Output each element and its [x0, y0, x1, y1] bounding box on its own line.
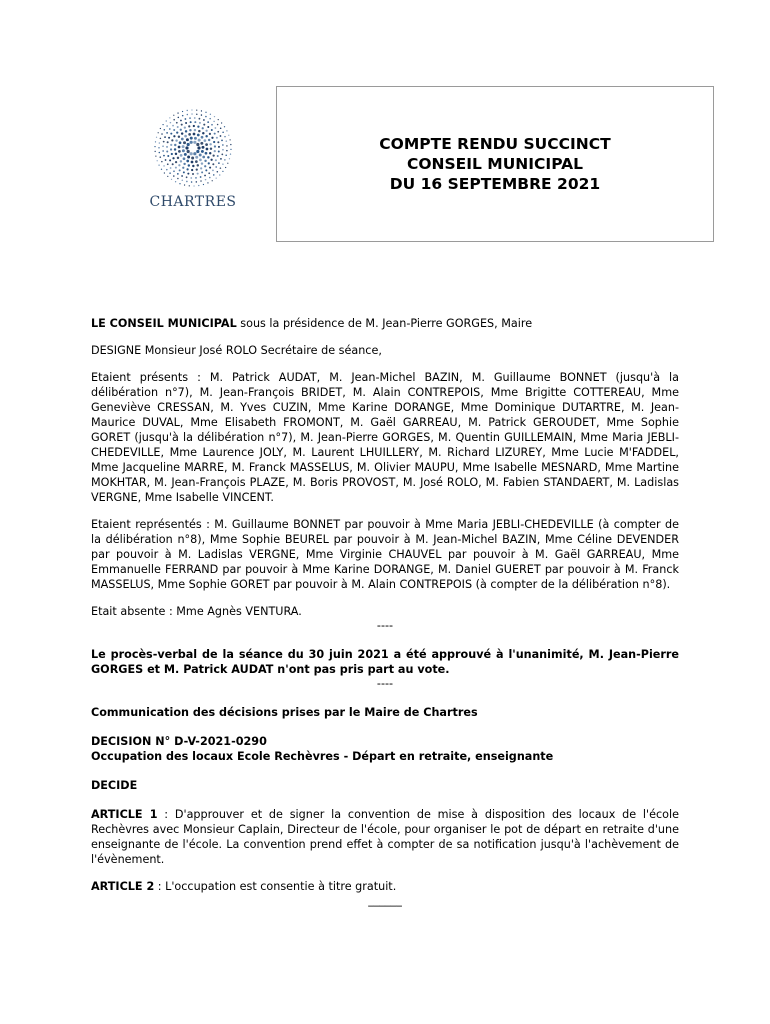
- designation-paragraph: DESIGNE Monsieur José ROLO Secrétaire de séance,: [91, 344, 382, 357]
- logo-text: CHARTRES: [149, 194, 237, 210]
- title-box: [276, 86, 714, 242]
- represented-members-paragraph: Etaient représentés : M. Guillaume BONNET par pouvoir à Mme Maria JEBLI-CHEDEVILLE (à compter de la délibération n°8), Mme Sophie BEUREL par pouvoir à M. Jean-Michel BAZIN, Mme Céline DEVENDER par pouvoir à M. Ladislas VERGNE, Mme Virginie CHAUVEL par pouvoir à M. Gaël GARREAU, Mme Emmanuelle FERRAND par pouvoir à Mme Karine DORANGE, M. Daniel GUERET par pouvoir à M. Franck MASSELUS, Mme Sophie GORET par pouvoir à M. Alain CONTREPOIS (à compter de la délibération n°8).: [91, 518, 679, 591]
- decision-title: [91, 749, 679, 764]
- document-body: [91, 316, 679, 908]
- communication-heading: [91, 705, 679, 720]
- council-label: LE CONSEIL MUNICIPAL: [91, 317, 237, 330]
- absent-member-paragraph: Etait absente : Mme Agnès VENTURA.: [91, 605, 302, 618]
- communication-heading-text: Communication des décisions prises par le Maire de Chartres: [91, 706, 478, 719]
- decision-number: [91, 734, 679, 749]
- decide-heading: [91, 778, 679, 793]
- title-line-3: DU 16 SEPTEMBRE 2021: [389, 175, 601, 193]
- present-members-paragraph: Etaient présents : M. Patrick AUDAT, M. Jean-Michel BAZIN, M. Guillaume BONNET (jusqu'à la délibération n°7), M. Jean-François BRIDET, M. Alain CONTREPOIS, Mme Brigitte COTTEREAU, Mme Geneviève CRESSAN, M. Yves CUZIN, Mme Karine DORANGE, Mme Dominique DUTARTRE, M. Jean-Maurice DUVAL, Mme Elisabeth FROMONT, M. Gaël GARREAU, M. Patrick GEROUDET, Mme Sophie GORET (jusqu'à la délibération n°7), M. Jean-Pierre GORGES, M. Quentin GUILLEMAIN, Mme Maria JEBLI-CHEDEVILLE, Mme Laurence JOLY, M. Laurent LHUILLERY, M. Richard LIZUREY, Mme Lucie M'FADDEL, Mme Jacqueline MARRE, M. Franck MASSELUS, M. Olivier MAUPU, Mme Isabelle MESNARD, Mme Martine MOKHTAR, M. Jean-François PLAZE, M. Boris PROVOST, M. José ROLO, M. Fabien STANDAERT, M. Ladislas VERGNE, Mme Isabelle VINCENT.: [91, 371, 679, 504]
- decide-heading-text: DECIDE: [91, 779, 138, 792]
- decision-number-text: DECISION N° D-V-2021-0290: [91, 735, 267, 748]
- intro-text: sous la présidence de M. Jean-Pierre GORGES, Maire: [236, 317, 533, 330]
- title-line-1: COMPTE RENDU SUCCINCT: [379, 135, 611, 153]
- chartres-logo: [138, 108, 248, 218]
- minutes-approval-text: Le procès-verbal de la séance du 30 juin 2021 a été approuvé à l'unanimité, M. Jean-Pierre GORGES et M. Patrick AUDAT n'ont pas pris part au vote.: [91, 648, 679, 676]
- decision-title-text: Occupation des locaux Ecole Rechèvres - Départ en retraite, enseignante: [91, 750, 554, 763]
- article-1-label: ARTICLE 1: [91, 808, 158, 821]
- title-line-2: CONSEIL MUNICIPAL: [406, 155, 584, 173]
- separator: ----: [376, 677, 394, 690]
- separator: ----: [376, 619, 394, 632]
- intro-paragraph: [91, 316, 679, 331]
- article-2-text: : L'occupation est consentie à titre gratuit.: [154, 880, 397, 893]
- chartres-emblem-icon: [138, 108, 248, 194]
- article-1-text: : D'approuver et de signer la convention de mise à disposition des locaux de l'école Rechèvres avec Monsieur Caplain, Directeur de l'école, pour organiser le pot de départ en retraite d'une enseignante de l'école. La convention prend effet à compter de sa notification jusqu'à l'achèvement de l'évènement.: [91, 808, 679, 866]
- minutes-approval-paragraph: [91, 647, 679, 677]
- end-line: ______: [368, 894, 402, 907]
- article-2-label: ARTICLE 2: [91, 880, 155, 893]
- article-1: [91, 807, 679, 867]
- article-2: [91, 879, 679, 894]
